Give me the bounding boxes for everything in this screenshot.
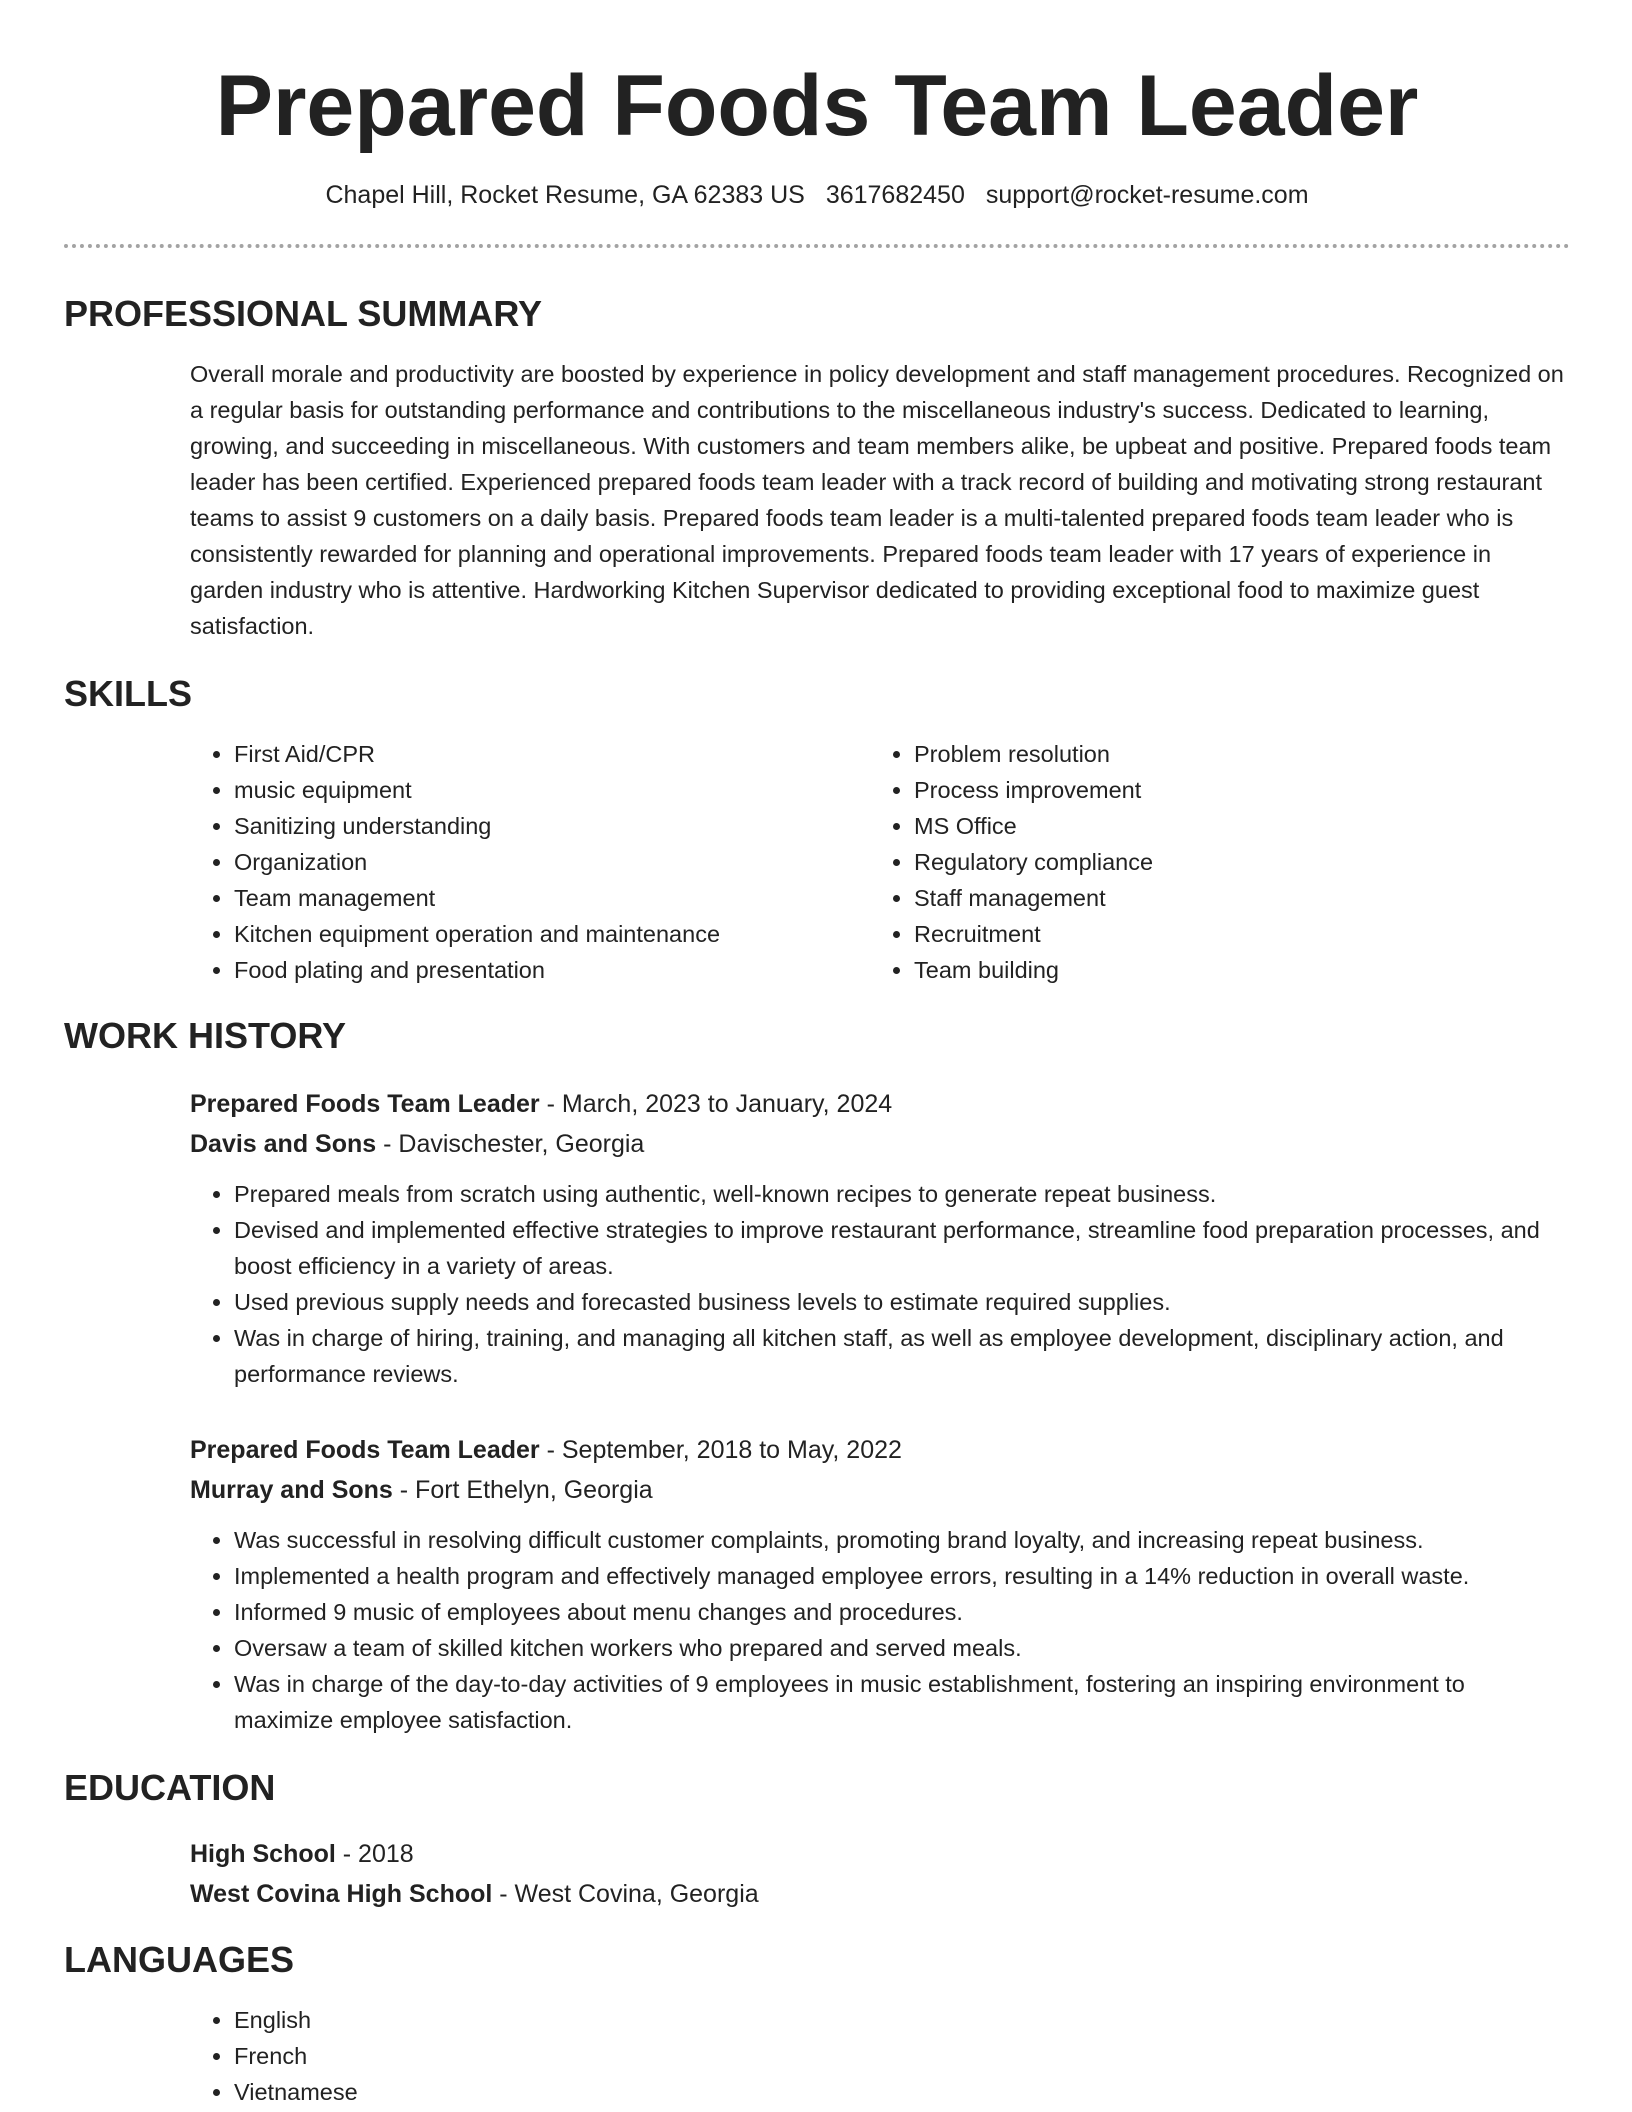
skills-list-left <box>190 736 870 988</box>
job-company-line <box>190 1124 1570 1164</box>
languages-list <box>190 2002 1570 2110</box>
contact-email: support@rocket-resume.com <box>985 181 1309 209</box>
job-role: Prepared Foods Team Leader <box>190 1436 540 1464</box>
job-dates: - September, 2018 to May, 2022 <box>539 1436 902 1464</box>
language-item: • French <box>234 2038 1570 2074</box>
skill-item: • First Aid/CPR <box>234 736 870 772</box>
job-bullet: • Used previous supply needs and forecasted business levels to estimate required supplies. <box>234 1284 1570 1320</box>
job-company-line <box>190 1470 1570 1510</box>
job-entry <box>190 1084 1570 1392</box>
education-location: - West Covina, Georgia <box>492 1880 759 1908</box>
skills-columns <box>190 736 1570 988</box>
languages-section <box>64 1938 1570 2110</box>
education-section <box>64 1766 1570 1914</box>
skill-item: • Kitchen equipment operation and maintenance <box>234 916 870 952</box>
skills-list-right <box>870 736 1534 988</box>
job-bullet: • Devised and implemented effective strategies to improve restaurant performance, streamline food preparation processes, and boost efficiency in a variety of areas. <box>234 1212 1570 1284</box>
skill-item: • music equipment <box>234 772 870 808</box>
skill-item: • Team management <box>234 880 870 916</box>
skill-item: • Organization <box>234 844 870 880</box>
job-company: Murray and Sons <box>190 1476 393 1504</box>
skill-item: • Regulatory compliance <box>914 844 1534 880</box>
section-title-summary: PROFESSIONAL SUMMARY <box>64 293 543 334</box>
education-year: - 2018 <box>335 1840 414 1868</box>
language-item: • English <box>234 2002 1570 2038</box>
skill-item: • Team building <box>914 952 1534 988</box>
skills-section <box>64 672 1570 988</box>
header-divider <box>64 244 1570 248</box>
section-title-languages: LANGUAGES <box>64 1939 295 1980</box>
job-bullet: • Implemented a health program and effectively managed employee errors, resulting in a 14% reduction in overall waste. <box>234 1558 1570 1594</box>
section-title-education: EDUCATION <box>64 1767 276 1808</box>
job-bullet: • Oversaw a team of skilled kitchen workers who prepared and served meals. <box>234 1630 1570 1666</box>
professional-summary-section <box>64 292 1570 644</box>
skill-item: • MS Office <box>914 808 1534 844</box>
resume-header <box>64 56 1570 248</box>
education-school-line <box>190 1874 1570 1914</box>
section-title-skills: SKILLS <box>64 673 193 714</box>
job-bullets <box>190 1176 1570 1392</box>
language-item: • Vietnamese <box>234 2074 1570 2110</box>
job-bullet: • Prepared meals from scratch using authentic, well-known recipes to generate repeat business. <box>234 1176 1570 1212</box>
job-bullets <box>190 1522 1570 1738</box>
education-entry <box>190 1834 1570 1914</box>
section-title-work: WORK HISTORY <box>64 1015 347 1056</box>
education-school: West Covina High School <box>190 1880 493 1908</box>
job-bullet: • Was in charge of hiring, training, and managing all kitchen staff, as well as employee development, disciplinary action, and performance reviews. <box>234 1320 1570 1392</box>
skill-item: • Staff management <box>914 880 1534 916</box>
skill-item: • Process improvement <box>914 772 1534 808</box>
job-dates: - March, 2023 to January, 2024 <box>539 1090 893 1118</box>
job-location: - Fort Ethelyn, Georgia <box>392 1476 653 1504</box>
contact-phone: 3617682450 <box>825 181 965 209</box>
job-entry <box>190 1430 1570 1738</box>
education-degree-line <box>190 1834 1570 1874</box>
contact-line <box>64 178 1570 212</box>
summary-text: Overall morale and productivity are boosted by experience in policy development and staff management procedures. Recognized on a regular basis for outstanding performance and contributions to the miscellaneous industry's success. Dedicated to learning, growing, and succeeding in miscellaneous. With customers and team members alike, be upbeat and positive. Prepared foods team leader has been certified. Experienced prepared foods team leader with a track record of building and motivating strong restaurant teams to assist 9 customers on a daily basis. Prepared foods team leader is a multi-talented prepared foods team leader who is consistently rewarded for planning and operational improvements. Prepared foods team leader with 17 years of experience in garden industry who is attentive. Hardworking Kitchen Supervisor dedicated to providing exceptional food to maximize guest satisfaction. <box>190 361 1564 639</box>
job-title-line <box>190 1084 1570 1124</box>
skill-item: • Problem resolution <box>914 736 1534 772</box>
candidate-name: Prepared Foods Team Leader <box>215 58 1419 154</box>
job-bullet: • Informed 9 music of employees about menu changes and procedures. <box>234 1594 1570 1630</box>
job-bullet: • Was successful in resolving difficult customer complaints, promoting brand loyalty, and increasing repeat business. <box>234 1522 1570 1558</box>
work-history-section <box>64 1014 1570 1738</box>
skill-item: • Recruitment <box>914 916 1534 952</box>
job-company: Davis and Sons <box>190 1130 377 1158</box>
education-degree: High School <box>190 1840 336 1868</box>
job-location: - Davischester, Georgia <box>376 1130 645 1158</box>
job-role: Prepared Foods Team Leader <box>190 1090 540 1118</box>
skill-item: • Sanitizing understanding <box>234 808 870 844</box>
job-bullet: • Was in charge of the day-to-day activities of 9 employees in music establishment, fostering an inspiring environment to maximize employee satisfaction. <box>234 1666 1570 1738</box>
contact-address: Chapel Hill, Rocket Resume, GA 62383 US <box>325 181 805 209</box>
skill-item: • Food plating and presentation <box>234 952 870 988</box>
job-title-line <box>190 1430 1570 1470</box>
resume-page <box>64 0 1570 2110</box>
